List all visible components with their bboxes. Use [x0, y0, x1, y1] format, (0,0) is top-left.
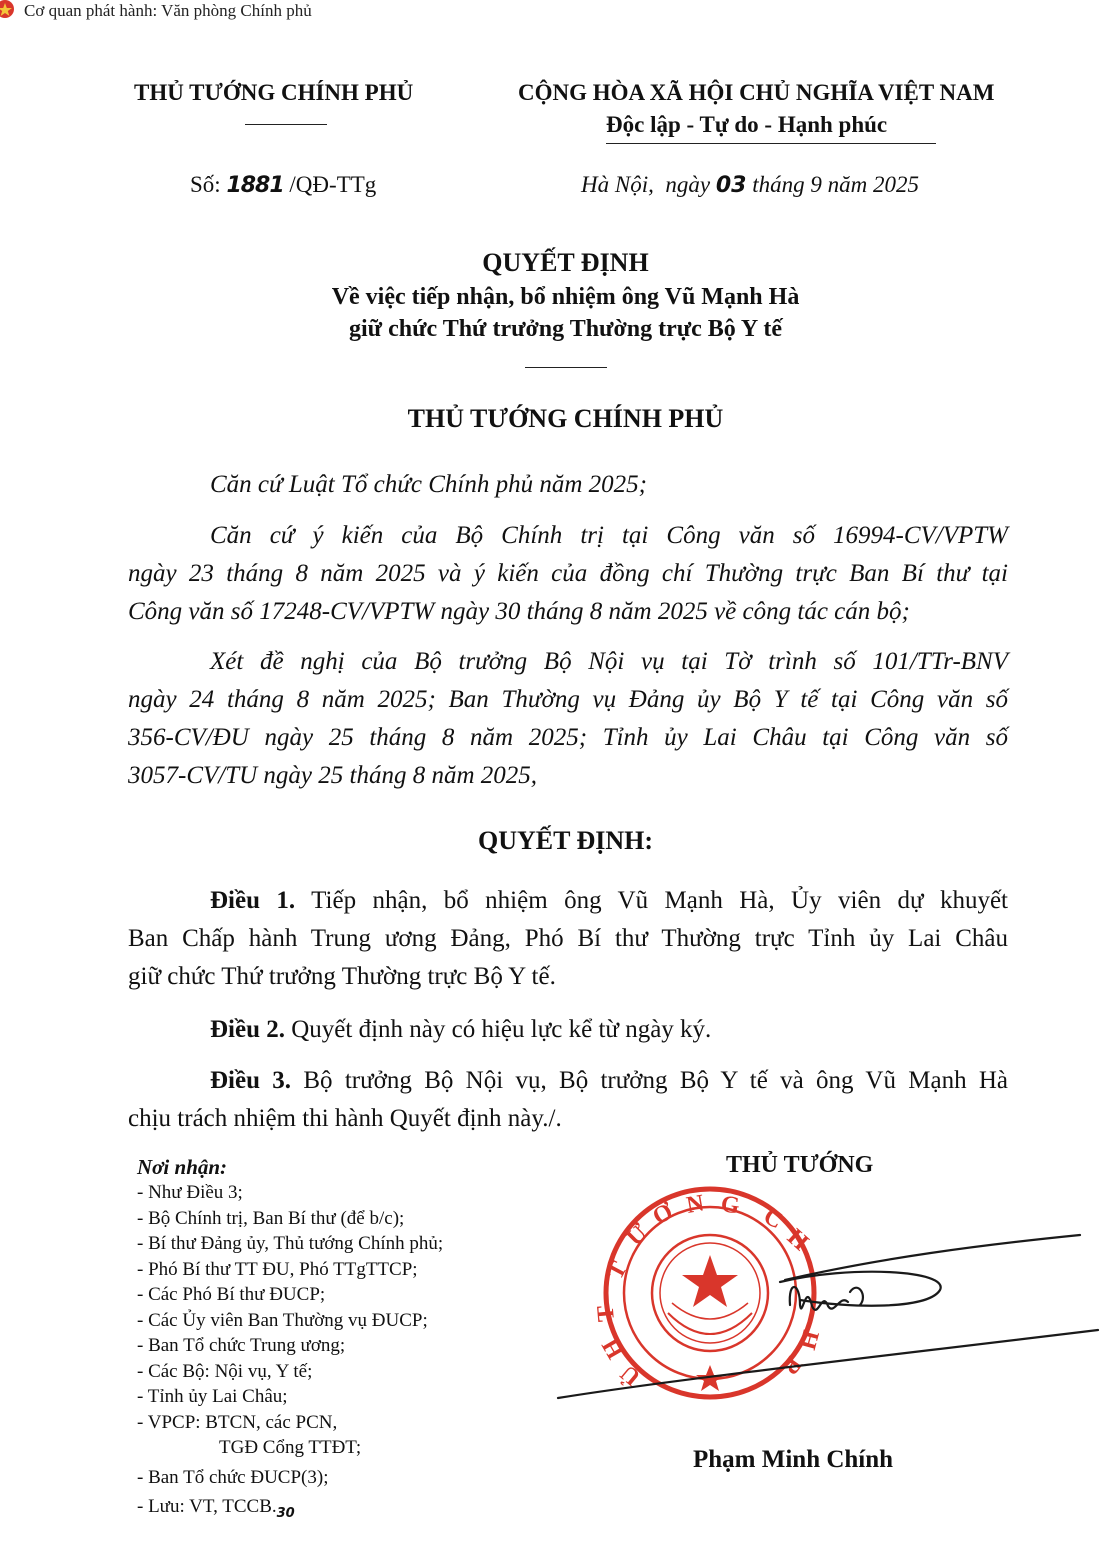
agency-underline [245, 124, 327, 125]
svg-text:Ớ: Ớ [648, 1198, 678, 1231]
recipient-item: - Các Bộ: Nội vụ, Y tế; [137, 1360, 313, 1382]
recipient-item: - VPCP: BTCN, các PCN, [137, 1411, 338, 1433]
svg-text:C: C [759, 1203, 787, 1235]
article-label: Điều 1. [210, 887, 296, 914]
svg-text:P: P [776, 1351, 807, 1379]
agency-title: THỦ TƯỚNG CHÍNH PHỦ [134, 80, 414, 105]
svg-text:H: H [781, 1224, 814, 1256]
ground-1 [128, 466, 1008, 504]
article-line [128, 1062, 1008, 1100]
ground-line: Căn cứ Luật Tổ chức Chính phủ năm 2025; [210, 471, 647, 498]
recipient-item: - Như Điều 3; [137, 1182, 243, 1203]
article-2 [128, 1011, 1008, 1049]
ground-3 [128, 643, 1008, 795]
signer-title: THỦ TƯỚNG [726, 1152, 874, 1178]
article-text: Tiếp nhận, bổ nhiệm ông Vũ Mạnh Hà, Ủy viên dự khuyết [311, 887, 1008, 914]
ground-line: ngày 24 tháng 8 năm 2025; Ban Thường vụ Đảng ủy Bộ Y tế tại Công văn số [128, 686, 1008, 713]
article-label: Điều 2. [210, 1016, 285, 1043]
ground-line: Công văn số 17248-CV/VPTW ngày 30 tháng 8 năm 2025 về công tác cán bộ; [128, 598, 910, 625]
svg-text:T: T [602, 1257, 633, 1284]
subject-line-1: Về việc tiếp nhận, bổ nhiệm ông Vũ Mạnh Hà [331, 284, 800, 310]
motto: Độc lập - Tự do - Hạnh phúc [606, 112, 888, 137]
date-prefix: Hà Nội, ngày [581, 172, 711, 197]
recipient-item: - Ban Tổ chức ĐUCP(3); [137, 1466, 329, 1488]
article-line [128, 882, 1008, 920]
svg-text:H: H [793, 1327, 824, 1353]
ground-line: 356-CV/ĐU ngày 25 tháng 8 năm 2025; Tỉnh ủy Lai Châu tại Công văn số [128, 724, 1008, 751]
ground-line: Xét đề nghị của Bộ trưởng Bộ Nội vụ tại Tờ trình số 101/TTr-BNV [210, 648, 1008, 675]
recipients-heading: Nơi nhận: [137, 1155, 228, 1179]
document-date [581, 172, 919, 198]
publisher-text: Cơ quan phát hành: Văn phòng Chính phủ [24, 1, 312, 20]
decision-heading: QUYẾT ĐỊNH: [477, 826, 654, 855]
article-3 [128, 1062, 1008, 1138]
recipient-count-handwritten: 30 [276, 1505, 295, 1521]
recipient-item: - Ban Tổ chức Trung ương; [137, 1335, 346, 1356]
svg-text:N: N [684, 1190, 707, 1219]
recipient-item: TGĐ Cổng TTĐT; [219, 1437, 362, 1458]
authority-title: THỦ TƯỚNG CHÍNH PHỦ [407, 404, 724, 433]
recipient-item: - Tỉnh ủy Lai Châu; [137, 1386, 288, 1407]
document-number [190, 172, 376, 198]
recipient-item: - Bộ Chính trị, Ban Bí thư (để b/c); [137, 1207, 405, 1229]
publisher-bar [0, 0, 312, 22]
number-suffix: /QĐ-TTg [289, 172, 377, 197]
article-line: giữ chức Thứ trưởng Thường trực Bộ Y tế. [128, 963, 556, 990]
article-1 [128, 882, 1008, 996]
recipient-item: - Phó Bí thư TT ĐU, Phó TTgTTCP; [137, 1258, 418, 1280]
date-day-handwritten: 03 [715, 173, 747, 198]
recipients-list [137, 1180, 443, 1526]
number-prefix: Số: [190, 172, 221, 197]
article-label: Điều 3. [210, 1067, 292, 1094]
decision-title: QUYẾT ĐỊNH [482, 248, 649, 277]
recipient-item: - Các Ủy viên Ban Thường vụ ĐUCP; [137, 1309, 428, 1331]
motto-underline [606, 143, 936, 144]
svg-text:G: G [719, 1191, 742, 1220]
article-line: chịu trách nhiệm thi hành Quyết định này./. [128, 1105, 562, 1132]
article-line: Ban Chấp hành Trung ương Đảng, Phó Bí thư Thường trực Tỉnh ủy Lai Châu [128, 925, 1008, 952]
signer-name: Phạm Minh Chính [693, 1446, 894, 1473]
ground-line: ngày 23 tháng 8 năm 2025 và ý kiến của đồng chí Thường trực Ban Bí thư tại [128, 560, 1008, 587]
ground-line: Căn cứ ý kiến của Bộ Chính trị tại Công văn số 16994-CV/VPTW [210, 522, 1008, 549]
article-line [128, 1011, 1008, 1049]
svg-text:T: T [592, 1304, 620, 1323]
ground-2 [128, 517, 1008, 631]
svg-text:H: H [597, 1333, 630, 1363]
number-handwritten: 1881 [226, 173, 284, 198]
subject-line-2: giữ chức Thứ trưởng Thường trực Bộ Y tế [349, 316, 782, 342]
recipient-item: - Các Phó Bí thư ĐUCP; [137, 1284, 326, 1305]
svg-text:Ủ: Ủ [615, 1359, 646, 1391]
recipient-item: - Bí thư Đảng ủy, Thủ tướng Chính phủ; [137, 1233, 444, 1254]
nation-title: CỘNG HÒA XÃ HỘI CHỦ NGHĨA VIỆT NAM [518, 80, 995, 105]
article-text: Bộ trưởng Bộ Nội vụ, Bộ trưởng Bộ Y tế và ông Vũ Mạnh Hà [303, 1067, 1009, 1094]
ground-line: 3057-CV/TU ngày 25 tháng 8 năm 2025, [128, 762, 538, 789]
title-underline [525, 367, 607, 368]
emblem-icon [0, 0, 20, 22]
recipient-item: - Lưu: VT, $TCCB._{30}$ [137, 1496, 295, 1521]
signature-scribble [550, 1210, 1110, 1460]
svg-text:Ư: Ư [621, 1219, 654, 1252]
date-suffix: tháng 9 năm 2025 [752, 172, 919, 197]
article-text: Quyết định này có hiệu lực kể từ ngày ký. [291, 1016, 712, 1043]
